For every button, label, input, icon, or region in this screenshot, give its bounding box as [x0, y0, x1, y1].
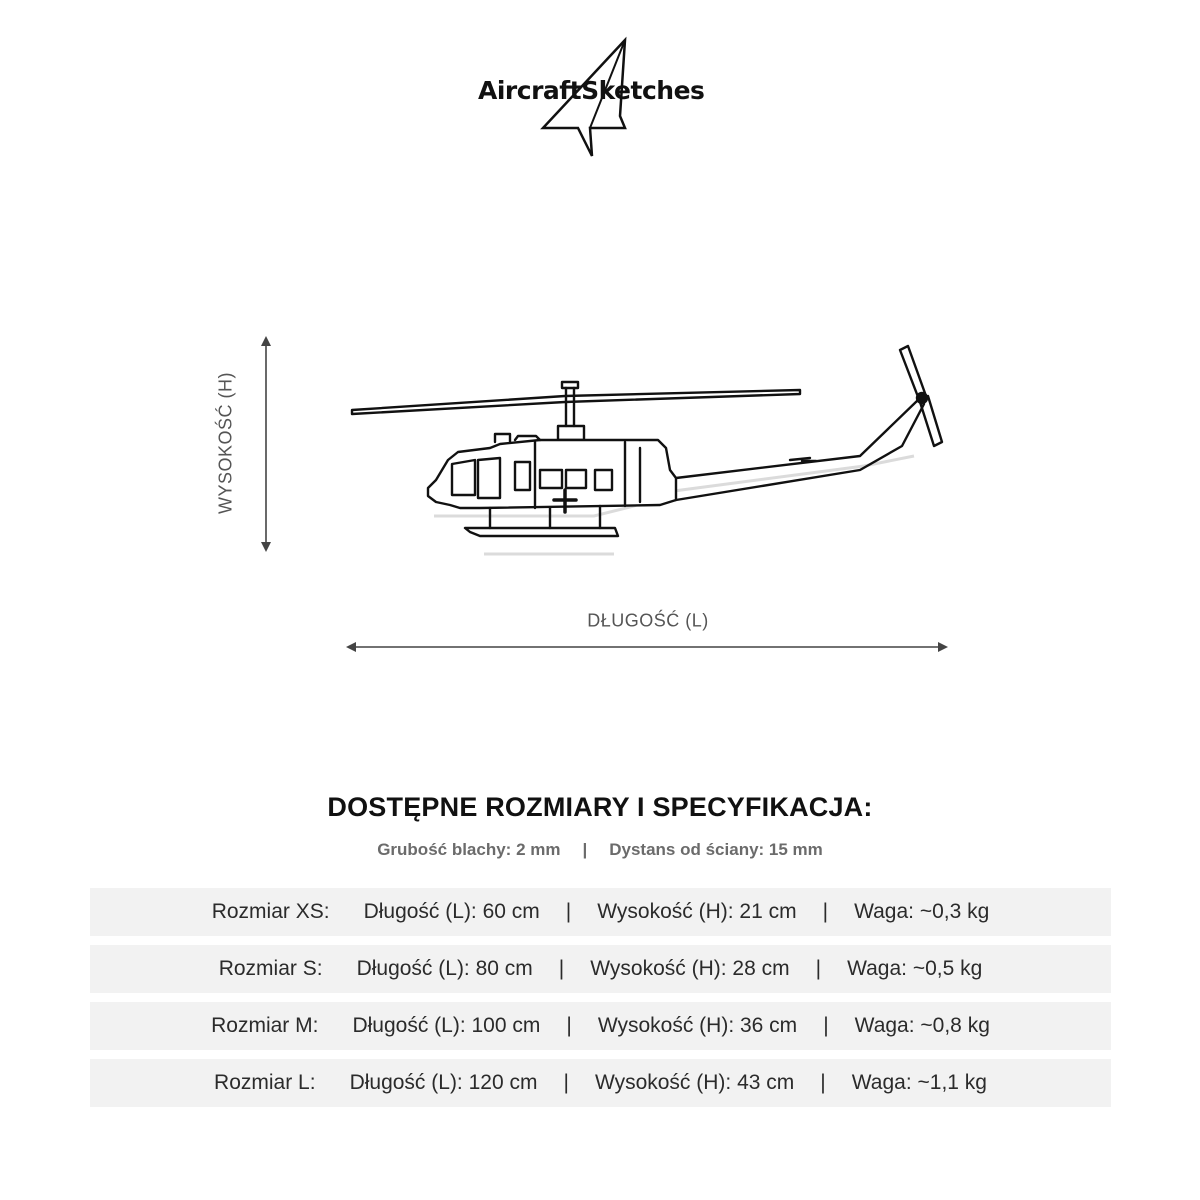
row-separator: | [822, 900, 829, 923]
row-separator: | [823, 1014, 829, 1037]
logo-wordmark: AircraftSketches [478, 76, 705, 105]
size-weight: Waga: ~0,8 kg [854, 1014, 990, 1037]
size-height: Wysokość (H): 28 cm [590, 957, 790, 980]
size-weight: Waga: ~1,1 kg [851, 1071, 987, 1094]
brand-logo [470, 36, 730, 160]
size-row-s [90, 945, 1111, 993]
row-separator: | [820, 1071, 826, 1094]
specs-heading: DOSTĘPNE ROZMIARY I SPECYFIKACJA: [327, 792, 873, 822]
row-separator: | [565, 900, 572, 923]
row-separator: | [815, 957, 822, 980]
size-weight: Waga: ~0,3 kg [854, 900, 990, 923]
size-height: Wysokość (H): 21 cm [597, 900, 797, 923]
length-label: DŁUGOŚĆ (L) [587, 610, 709, 631]
size-weight: Waga: ~0,5 kg [847, 957, 983, 980]
size-row-l [90, 1059, 1111, 1107]
row-separator: | [563, 1071, 569, 1094]
size-row-xs [90, 888, 1111, 936]
row-separator: | [566, 1014, 572, 1037]
helicopter-silhouette [340, 330, 960, 570]
height-label: WYSOKOŚĆ (H) [215, 371, 236, 515]
sheet-thickness: Grubość blachy: 2 mm [377, 840, 561, 859]
size-length: Długość (L): 60 cm [363, 900, 540, 923]
size-name: Rozmiar L: [214, 1071, 316, 1094]
material-specs [0, 840, 1200, 860]
size-height: Wysokość (H): 36 cm [597, 1014, 798, 1037]
size-length: Długość (L): 120 cm [349, 1071, 538, 1094]
size-length: Długość (L): 80 cm [356, 957, 533, 980]
size-length: Długość (L): 100 cm [352, 1014, 541, 1037]
wall-distance: Dystans od ściany: 15 mm [609, 840, 823, 859]
size-name: Rozmiar M: [211, 1014, 319, 1037]
height-dimension-arrow [255, 334, 277, 554]
size-name: Rozmiar XS: [211, 900, 330, 923]
specs-separator: | [582, 840, 588, 859]
size-name: Rozmiar S: [218, 957, 323, 980]
row-separator: | [558, 957, 565, 980]
size-height: Wysokość (H): 43 cm [594, 1071, 795, 1094]
sizes-table [90, 888, 1111, 1116]
size-row-m [90, 1002, 1111, 1050]
length-dimension-arrow [344, 636, 950, 658]
